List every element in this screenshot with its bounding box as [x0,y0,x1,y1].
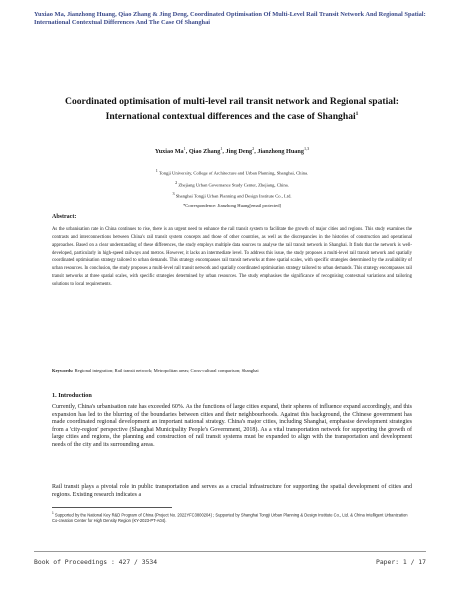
title-footnote-marker: 1 [355,111,359,118]
abstract-heading: Abstract: [52,214,77,220]
affiliation-line [60,189,404,201]
affiliation-text: Tongji University, College of Architecture and Urban Planning, Shanghai, China. [158,170,309,176]
affiliation-line [60,178,404,190]
footnote-text: Supported by the National Key R&D Program of China (Project No. 2022YFC3800204) ; Supported by Shanghai Tongji Urban Planning & Design Institute Co., Ltd. & China Intelligent Urbanization Co-creation Center for High Density Region (KY-2023-PT-A04). [52,512,408,523]
author-list: Yuxiao Ma$^1$, Qiao Zhang$^1$, Jing Deng$^2$, Jianzhong Huang$^{1,3}$ [154,146,310,156]
body-paragraph: Rail transit plays a pivotal role in public transportation and serves as a crucial infrastructure for supporting the spatial development of cities and regions. Existing research indicates a [52,484,412,498]
affiliations [60,166,404,210]
keywords-text: Regional integration; Rail transit network; Metropolitan areas; Cross-cultural comparison; Shanghai [74,368,259,373]
keywords [52,367,412,374]
affiliation-number: 1 [155,168,158,173]
author-affiliation-marker: 1 [183,146,186,151]
author-affiliation-marker: 1,3 [303,146,310,151]
keywords-label: Keywords: [52,368,74,373]
footer-paper-page-count: Paper: 1 / 17 [375,558,426,566]
affiliation-line [60,166,404,178]
author-name: Qiao Zhang [188,148,221,156]
author-name: Jing Deng [225,148,253,156]
footer-divider [34,551,426,552]
affiliation-number: 3 [172,191,175,197]
abstract-text: As the urbanisation rate in China continues to rise, there is an urgent need to enhance the rail transit system to facilitate the growth of major cities and regions. This study examines the contrasts and interconnections between China's rail transit system concepts and those of other countries, as well as the discrepancies in the histories of construction and operational approaches. Based on a clear understanding of these differences, the study employs multiple data sources to analyse the rail transit network in Shanghai. It finds that the network is well-developed, particularly in high-speed railways and metros. However, it lacks an intermediate level. To address this issue, the study proposes a multi-level rail transit network and spatially coordinated optimisation strategy tailored to urban demands. This strategy encompasses rail transit networks at three spatial scales, with specific strategies determined by the availability of urban resources. In conclusion, the study proposes a multi-level rail transit network and spatially coordinated optimisation strategy tailored to urban demands. This strategy encompasses rail transit networks at three spatial scales, with specific strategies determined by urban resources. The study emphasises the significance of recognising contextual variations and tailoring solutions to local requirements. [52,227,412,287]
footer-book-page-count: Book of Proceedings : 427 / 3534 [34,558,158,566]
paper-title-text: Coordinated optimisation of multi-level rail transit network and Regional spatial: International contextual differences and the case of Shanghai [65,96,399,123]
affiliation-text: Shanghai Tongji Urban Planning and Design Institute Co., Ltd. [175,193,292,199]
affiliation-text: Zhejiang Urban Governance Study Center, Zhejiang, China. [178,182,289,188]
author-name: Jianzhong Huang [257,148,304,156]
correspondence-text: *Correspondence: Jianzhong Huang[email protected] [182,202,282,208]
section-heading-introduction: 1. Introduction [52,392,92,399]
author-affiliation-marker: 2 [252,146,255,151]
paper-title [60,96,404,124]
body-paragraph: Currently, China's urbanisation rate has exceeded 60%. As the functions of large cities expand, their spheres of influence expand accordingly, and this expansion has led to the blurring of the boundaries between cities and their neighbourhoods. Against this background, the Chinese government has made coordinated regional development an important national strategy. China's major cities, including Shanghai, emphasise development strategies from a 'city-region' perspective (Shanghai Municipality People's Government, 2018). As a vital transportation network for supporting the growth of large cities and regions, the planning and construction of rail transit systems must be expanded to align with the transportation and development needs of the city and its surrounding areas. [52,404,412,448]
affiliation-number: 2 [175,179,178,185]
footnote-divider [52,507,172,508]
footnote-marker: 1 [52,511,54,515]
running-header: Yuxiao Ma, Jianzhong Huang, Qiao Zhang & Jing Deng, Coordinated Optimisation Of Multi-Level Rail Transit Network And Regional Spatial: International Contextual Differences And The Case Of Shanghai [34,11,426,26]
footnote [52,511,412,524]
author-name: Yuxiao Ma [154,148,184,156]
correspondence-line [60,201,404,210]
author-affiliation-marker: 1 [220,146,223,151]
